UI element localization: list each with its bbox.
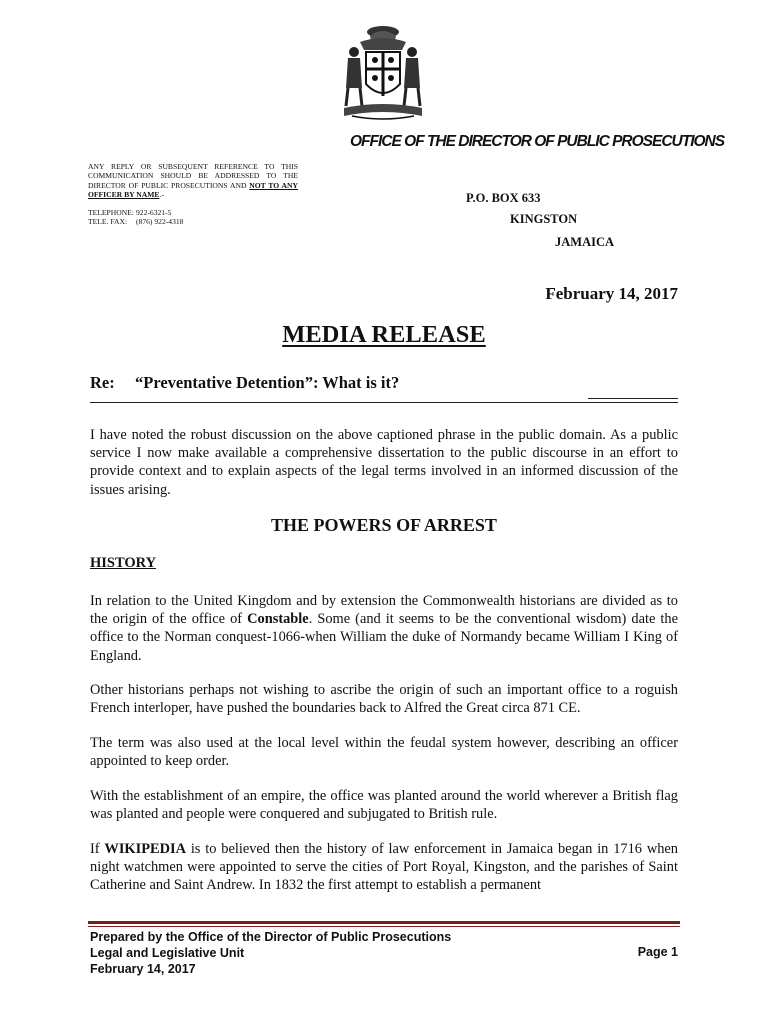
- subject-line: [90, 373, 399, 393]
- footer-block: [90, 929, 451, 977]
- footer-unit: Legal and Legislative Unit: [90, 946, 245, 960]
- subject-divider: [90, 402, 678, 403]
- address-country: JAMAICA: [555, 235, 615, 249]
- history-paragraph-2: Other historians perhaps not wishing to ascribe the origin of such an important office to a roguish French interloper, have pushed the boundaries back to Alfred the Great circa 871 CE.: [90, 682, 678, 717]
- footer-rule-thin: [88, 926, 680, 927]
- office-title: OFFICE OF THE DIRECTOR OF PUBLIC PROSECUTIONS: [350, 133, 725, 150]
- telefax-label: TELE. FAX:: [88, 217, 128, 227]
- contact-numbers: [88, 208, 183, 227]
- history-paragraph-1: [90, 592, 678, 665]
- intro-paragraph: I have noted the robust discussion on the above captioned phrase in the public domain. As a public service I now make available a comprehensive dissertation to the public discourse in an effort to provide context and to explain aspects of the legal terms involved in an informed discussion of the issues arising.: [90, 427, 678, 498]
- history-p1-text-a: In relation to the United Kingdom and by extension the Commonwealth historians are divided as to the origin of the office of: [90, 593, 678, 628]
- history-p5-bold: WIKIPEDIA: [104, 841, 186, 857]
- section-heading: THE POWERS OF ARREST: [271, 515, 497, 535]
- telephone-value: 922-6321-5: [136, 208, 172, 217]
- telefax-value: (876) 922-4318: [136, 217, 184, 227]
- address-city: KINGSTON: [510, 212, 578, 226]
- history-p5-text-b: is to believed then the history of law enforcement in Jamaica began in 1716 when night watchmen were appointed to serve the cities of Port Royal, Kingston, and the parishes of Saint Catherine and Saint Andrew. In 1832 the first attempt to establish a permanent: [90, 841, 678, 894]
- subject-label: Re:: [90, 373, 115, 392]
- address-po-box: P.O. BOX 633: [466, 191, 541, 205]
- reply-note-text: ANY REPLY OR SUBSEQUENT REFERENCE TO THIS COMMUNICATION SHOULD BE ADDRESSED TO THE DIRECTOR OF PUBLIC PROSECUTIONS AND: [88, 162, 298, 190]
- coat-of-arms-icon: [330, 22, 436, 126]
- document-title: [0, 321, 768, 349]
- release-date: February 14, 2017: [545, 284, 678, 303]
- reply-note-emphasis: NOT TO ANY OFFICER BY NAME: [88, 180, 298, 200]
- history-heading: HISTORY: [90, 555, 157, 571]
- telephone-label: TELEPHONE:: [88, 208, 134, 217]
- document-title-text: MEDIA RELEASE: [282, 321, 486, 348]
- reply-note-end: .-: [159, 190, 164, 200]
- page-number: Page 1: [637, 945, 678, 959]
- footer-prepared-by: Prepared by the Office of the Director of Public Prosecutions: [90, 930, 452, 944]
- footer-date: February 14, 2017: [90, 962, 196, 976]
- subject-text: “Preventative Detention”: What is it?: [135, 373, 400, 392]
- history-paragraph-3: The term was also used at the local level within the feudal system however, describing an officer appointed to keep order.: [90, 735, 678, 770]
- history-paragraph-5: [90, 840, 678, 895]
- footer-rule-thick: [88, 921, 680, 924]
- history-paragraph-4: With the establishment of an empire, the office was planted around the world wherever a British flag was planted and people were conquered and subjugated to British rule.: [90, 788, 678, 823]
- history-p1-bold: Constable: [247, 611, 309, 628]
- subject-rule-short: [588, 398, 678, 399]
- history-p5-text-a: If: [90, 841, 105, 857]
- reply-instruction-note: [88, 162, 298, 200]
- history-p1-text-b: . Some (and it seems to be the conventional wisdom) date the office to the Norman conquest-1066-when William the duke of Normandy became William I King of England.: [90, 611, 678, 664]
